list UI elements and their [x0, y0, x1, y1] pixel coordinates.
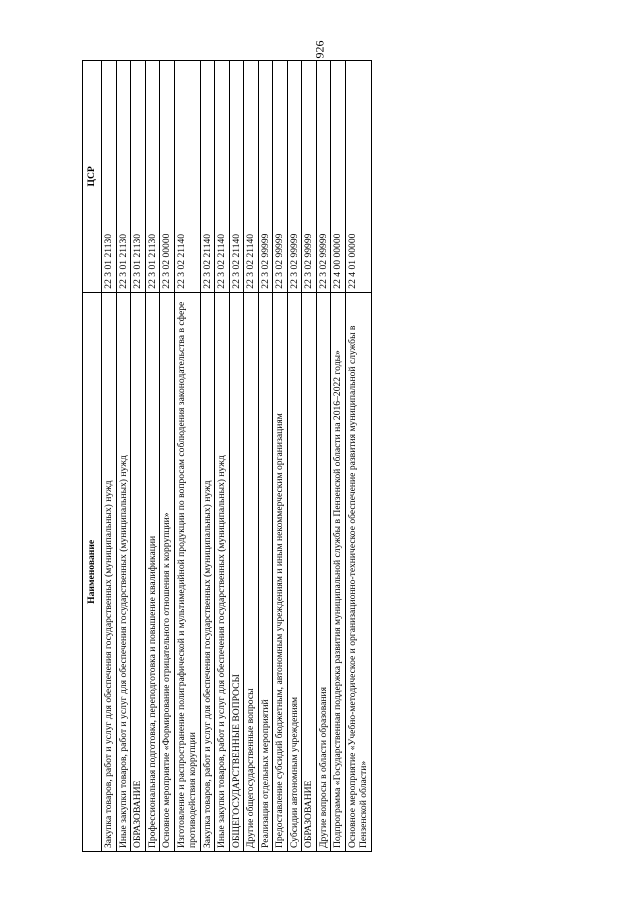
row-name-cell: ОБЩЕГОСУДАРСТВЕННЫЕ ВОПРОСЫ	[229, 292, 244, 851]
table-row	[174, 61, 200, 852]
row-csr-cell: 22 4 00 00000	[331, 61, 346, 293]
table-row	[244, 61, 259, 852]
row-name-cell: Закупка товаров, работ и услуг для обеспечения государственных (муниципальных) нужд	[200, 292, 215, 851]
row-csr-cell: 22 3 02 21140	[200, 61, 215, 293]
table-row	[160, 61, 175, 852]
row-name-cell: Изготовление и распространение полиграфической и мультимедийной продукции по вопросам соблюдения законодательства в сфере противодействия коррупции	[174, 292, 200, 851]
table-row	[229, 61, 244, 852]
row-csr-cell: 22 3 01 21130	[116, 61, 131, 293]
row-csr-cell: 22 3 01 21130	[131, 61, 146, 293]
row-csr-cell: 22 3 02 21140	[229, 61, 244, 293]
row-name-cell: Другие вопросы в области образования	[316, 292, 331, 851]
table-row	[200, 61, 215, 852]
table-row	[145, 61, 160, 852]
table-row	[273, 61, 288, 852]
row-csr-cell: 22 3 01 21130	[102, 61, 117, 293]
rotated-table-container	[82, 60, 542, 852]
row-csr-cell: 22 3 02 00000	[160, 61, 175, 293]
column-header-csr: ЦСР	[83, 61, 102, 293]
row-csr-cell: 22 3 02 21140	[215, 61, 230, 293]
row-name-cell: Иные закупки товаров, работ и услуг для обеспечения государственных (муниципальных) нужд	[215, 292, 230, 851]
table-header-row	[83, 61, 102, 852]
row-csr-cell: 22 3 02 99999	[316, 61, 331, 293]
table-row	[331, 61, 346, 852]
row-name-cell: ОБРАЗОВАНИЕ	[131, 292, 146, 851]
row-csr-cell: 22 4 01 00000	[345, 61, 371, 293]
table-row	[215, 61, 230, 852]
table-row	[258, 61, 273, 852]
row-csr-cell: 22 3 02 99999	[287, 61, 302, 293]
row-name-cell: Подпрограмма «Государственная поддержка развития муниципальной службы в Пензенской области на 2016–2022 годы»	[331, 292, 346, 851]
row-name-cell: Реализация отдельных мероприятий	[258, 292, 273, 851]
row-name-cell: Профессиональная подготовка, переподготовка и повышение квалификации	[145, 292, 160, 851]
row-csr-cell: 22 3 02 99999	[258, 61, 273, 293]
column-header-name: Наименование	[83, 292, 102, 851]
table-row	[287, 61, 302, 852]
row-name-cell: Закупка товаров, работ и услуг для обеспечения государственных (муниципальных) нужд	[102, 292, 117, 851]
row-csr-cell: 22 3 02 21140	[174, 61, 200, 293]
row-csr-cell: 22 3 01 21130	[145, 61, 160, 293]
table-row	[345, 61, 371, 852]
table-row	[102, 61, 117, 852]
row-csr-cell: 22 3 02 21140	[244, 61, 259, 293]
row-name-cell: Другие общегосударственные вопросы	[244, 292, 259, 851]
row-name-cell: Предоставление субсидий бюджетным, автономным учреждениям и иным некоммерческим организациям	[273, 292, 288, 851]
row-csr-cell: 22 3 02 99999	[302, 61, 317, 293]
table-row	[116, 61, 131, 852]
row-name-cell: Субсидии автономным учреждениям	[287, 292, 302, 851]
row-name-cell: Основное мероприятие «Формирование отрицательного отношения к коррупции»	[160, 292, 175, 851]
table-row	[316, 61, 331, 852]
row-name-cell: Основное мероприятие «Учебно-методическое и организационно-техническое обеспечение развития муниципальной службы в Пензенской области»	[345, 292, 371, 851]
table-row	[302, 61, 317, 852]
page-number: 926	[312, 40, 327, 59]
row-csr-cell: 22 3 02 99999	[273, 61, 288, 293]
budget-table	[82, 60, 372, 852]
row-name-cell: Иные закупки товаров, работ и услуг для обеспечения государственных (муниципальных) нужд	[116, 292, 131, 851]
row-name-cell: ОБРАЗОВАНИЕ	[302, 292, 317, 851]
table-row	[131, 61, 146, 852]
